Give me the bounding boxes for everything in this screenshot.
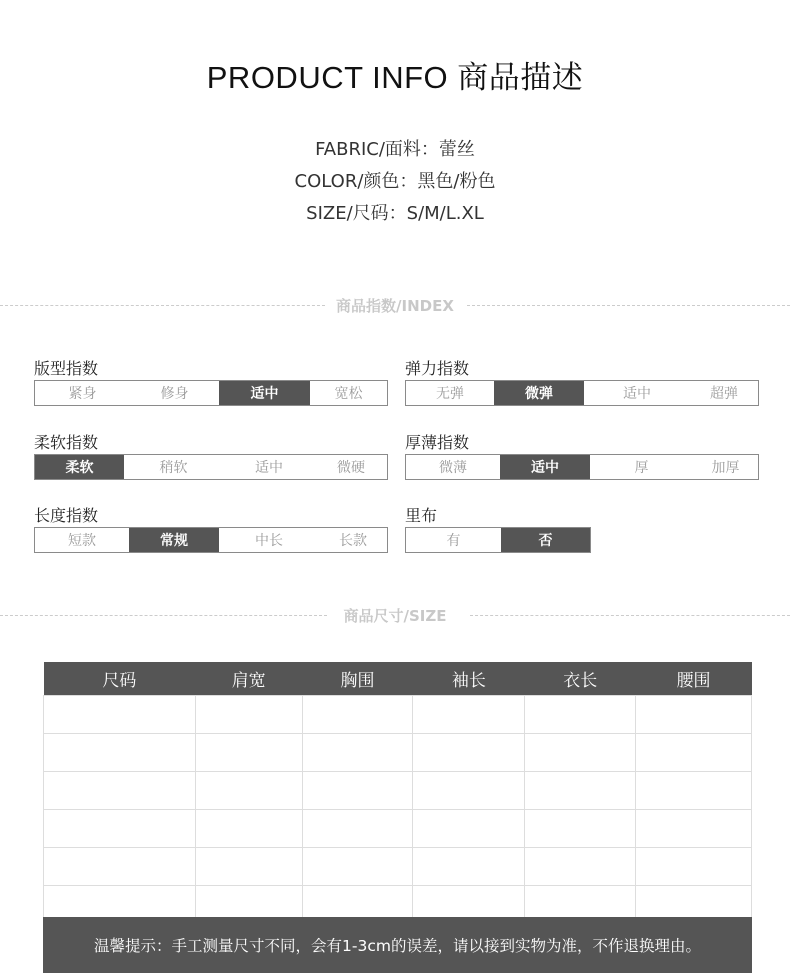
table-cell [44,772,196,810]
index-divider [0,295,790,315]
soft-option-2: 稍软 [159,460,188,476]
header-shoulder: 肩宽 [195,662,302,696]
thick-option-3: 厚 [634,460,649,476]
lining-option-1: 有 [446,533,461,549]
soft-index-scale [34,454,388,480]
table-cell [302,848,413,886]
header-sleeve: 袖长 [413,662,525,696]
length-option-4: 长款 [339,533,367,549]
table-cell [195,848,302,886]
header-waist: 腰围 [636,662,752,696]
length-option-3: 中长 [255,533,283,549]
elastic-option-3: 适中 [623,386,651,402]
thick-index-scale [405,454,759,480]
elastic-option-4: 超弹 [710,386,738,402]
soft-option-3: 适中 [255,460,283,476]
length-option-2-selected: 常规 [129,528,219,552]
soft-index-label: 柔软指数 [34,433,99,452]
table-row [44,772,752,810]
table-cell [195,810,302,848]
table-cell [195,772,302,810]
fabric-info: FABRIC/面料：蕾丝 [315,139,475,160]
lining-scale [405,527,591,553]
table-row [44,848,752,886]
elastic-index-scale [405,380,759,406]
size-info: SIZE/尺码：S/M/L.XL [306,203,484,224]
page-title: PRODUCT INFO 商品描述 [206,60,584,95]
table-cell [636,810,752,848]
thick-option-2-selected: 适中 [500,455,590,479]
thick-index-label: 厚薄指数 [405,433,470,452]
table-row [44,810,752,848]
notice-banner: 温馨提示：手工测量尺寸不同，会有1-3cm的误差，请以接到实物为准，不作退换理由。 [43,917,752,973]
length-index-label: 长度指数 [34,506,99,525]
elastic-option-1: 无弹 [436,386,464,402]
length-index-scale [34,527,388,553]
table-cell [302,772,413,810]
elastic-option-2-selected: 微弹 [494,381,584,405]
table-cell [195,734,302,772]
table-cell [44,848,196,886]
elastic-index-label: 弹力指数 [405,359,470,378]
fit-index-label: 版型指数 [34,359,99,378]
fit-option-4: 宽松 [334,386,363,402]
thick-option-4: 加厚 [711,460,740,476]
table-cell [413,772,525,810]
soft-option-1-selected: 柔软 [35,455,124,479]
table-cell [525,734,636,772]
table-cell [636,772,752,810]
table-cell [195,696,302,734]
color-info: COLOR/颜色：黑色/粉色 [294,171,496,192]
size-section-label: 商品尺寸/SIZE [343,607,447,625]
table-row [44,696,752,734]
table-cell [44,734,196,772]
table-cell [413,696,525,734]
header-length: 衣长 [525,662,636,696]
length-option-1: 短款 [68,533,96,549]
fit-option-1: 紧身 [68,386,97,402]
table-cell [525,810,636,848]
index-section-label: 商品指数/INDEX [336,297,454,315]
size-table [43,662,752,924]
size-divider [0,605,790,625]
table-cell [413,810,525,848]
table-cell [636,848,752,886]
thick-option-1: 微薄 [439,460,467,476]
lining-option-2-selected: 否 [501,528,590,552]
table-cell [413,848,525,886]
header-bust: 胸围 [302,662,413,696]
table-cell [44,810,196,848]
table-cell [525,772,636,810]
table-cell [44,696,196,734]
table-row [44,734,752,772]
fit-option-2: 修身 [160,386,189,402]
fit-option-3-selected: 适中 [219,381,310,405]
size-table-header [44,662,752,696]
lining-label: 里布 [405,506,438,525]
fit-index-scale [34,380,388,406]
table-cell [525,848,636,886]
table-cell [636,696,752,734]
table-cell [413,734,525,772]
header-size: 尺码 [44,662,196,696]
table-cell [302,696,413,734]
table-cell [302,734,413,772]
table-cell [525,696,636,734]
soft-option-4: 微硬 [337,460,365,476]
table-cell [636,734,752,772]
table-cell [302,810,413,848]
